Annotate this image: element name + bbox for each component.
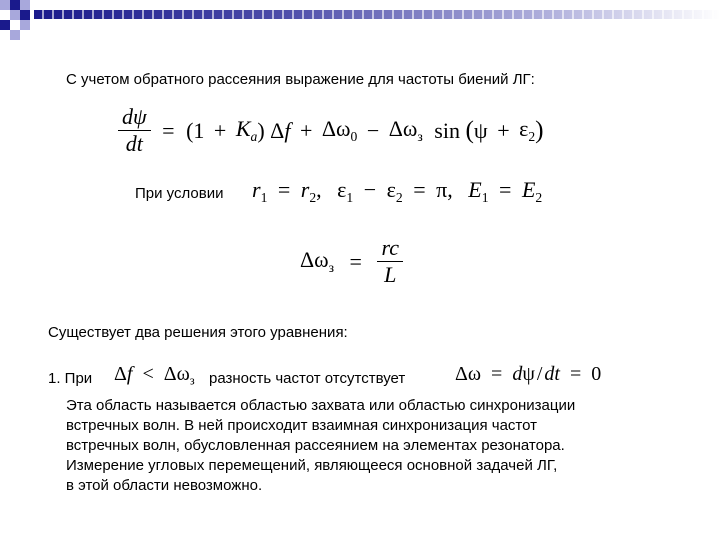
lock-in-threshold-equation: [300, 235, 403, 288]
slash: /: [536, 363, 543, 385]
intro-text: С учетом обратного рассеяния выражение для частоты биений ЛГ:: [66, 71, 535, 88]
epsilon-symbol: ε: [386, 177, 396, 202]
fraction-denominator: L: [384, 262, 397, 287]
equals-sign: =: [569, 363, 582, 385]
epsilon-subscript: 2: [528, 128, 536, 144]
equals-sign: =: [499, 177, 512, 202]
e-symbol: E: [521, 177, 536, 202]
epsilon-symbol: ε: [337, 177, 347, 202]
omega-subscript: з: [417, 128, 423, 144]
psi-symbol: ψ: [473, 117, 488, 143]
epsilon-subscript: 1: [346, 189, 354, 205]
r-subscript: 2: [309, 189, 317, 205]
comma: ,: [316, 177, 322, 202]
epsilon-subscript: 2: [395, 189, 403, 205]
k-subscript: a: [250, 128, 258, 144]
equals-sign: =: [162, 117, 175, 143]
epsilon-symbol: ε: [519, 116, 529, 142]
deco-gradient-band: [34, 10, 720, 19]
beat-frequency-equation: [118, 104, 544, 157]
pi-symbol: π: [436, 177, 448, 202]
paren-open: (: [465, 116, 474, 144]
f-symbol: f: [284, 117, 291, 143]
zero: 0: [591, 363, 602, 385]
equals-sign: =: [277, 177, 291, 202]
paragraph-line: в этой области невозможно.: [66, 477, 263, 494]
comma: ,: [447, 177, 453, 202]
sin-function: sin: [434, 117, 460, 143]
plus-sign: +: [213, 117, 227, 143]
deco-square: [10, 10, 20, 20]
dt-symbol: dt: [544, 363, 560, 385]
omega-subscript: з: [189, 373, 195, 388]
less-than-sign: <: [142, 363, 154, 385]
paragraph-line: встречных волн, обусловленная рассеянием на элементах резонатора.: [66, 437, 565, 454]
fraction-numerator: rc: [381, 235, 399, 260]
equals-sign: =: [491, 363, 503, 385]
condition-label: При условии: [135, 185, 224, 202]
one: 1: [193, 117, 205, 143]
case1-result: [455, 363, 601, 386]
delta-symbol: Δ: [114, 363, 127, 385]
equals-sign: =: [349, 248, 362, 274]
paragraph-line: встречных волн. В ней происходит взаимная синхронизация частот: [66, 417, 537, 434]
minus-sign: −: [363, 177, 377, 202]
case1-prefix: 1. При: [48, 370, 93, 387]
equals-sign: =: [413, 177, 426, 202]
e-subscript: 2: [535, 189, 543, 205]
deco-square: [10, 0, 20, 10]
delta-omega-symbol: Δω: [388, 116, 418, 142]
plus-sign: +: [497, 117, 510, 143]
f-symbol: f: [126, 363, 133, 385]
paren-close: ): [535, 116, 544, 144]
deco-square: [0, 20, 10, 30]
paragraph-line: Эта область называется областью захвата или областью синхронизации: [66, 397, 576, 414]
d-symbol: d: [512, 363, 523, 385]
deco-square: [20, 10, 30, 20]
lock-in-zone-paragraph: [66, 396, 706, 496]
psi-symbol: ψ: [522, 363, 535, 385]
r-symbol: r: [252, 177, 261, 202]
deco-square: [0, 0, 10, 10]
paren-close: ): [257, 117, 265, 143]
solutions-text: Существует два решения этого уравнения:: [48, 324, 348, 341]
case1-middle-text: разность частот отсутствует: [209, 370, 406, 387]
e-symbol: E: [468, 177, 482, 202]
deco-square: [20, 20, 30, 30]
deco-square: [20, 0, 30, 10]
delta-omega-symbol: Δω: [163, 363, 190, 385]
r-symbol: r: [300, 177, 310, 202]
omega-subscript: 0: [350, 128, 358, 144]
condition-equation: [252, 177, 542, 206]
delta-omega-symbol: Δω: [455, 363, 482, 385]
delta-omega-symbol: Δω: [300, 247, 329, 273]
deco-square: [10, 30, 20, 40]
dpsi-dt-fraction: [118, 104, 151, 157]
minus-sign: −: [366, 117, 380, 143]
omega-subscript: з: [328, 259, 335, 275]
delta-symbol: Δ: [270, 117, 285, 143]
delta-omega-symbol: Δω: [321, 116, 351, 142]
fraction-numerator: dψ: [122, 104, 147, 129]
rc-over-l-fraction: [377, 235, 403, 288]
plus-sign: +: [299, 117, 313, 143]
paragraph-line: Измерение угловых перемещений, являющееся основной задачей ЛГ,: [66, 457, 558, 474]
e-subscript: 1: [481, 189, 489, 205]
r-subscript: 1: [260, 189, 268, 205]
case1-condition: [114, 363, 195, 388]
header-decoration: [0, 0, 720, 40]
paren-open: (: [186, 117, 194, 143]
k-symbol: K: [235, 116, 251, 142]
fraction-denominator: dt: [125, 131, 143, 156]
